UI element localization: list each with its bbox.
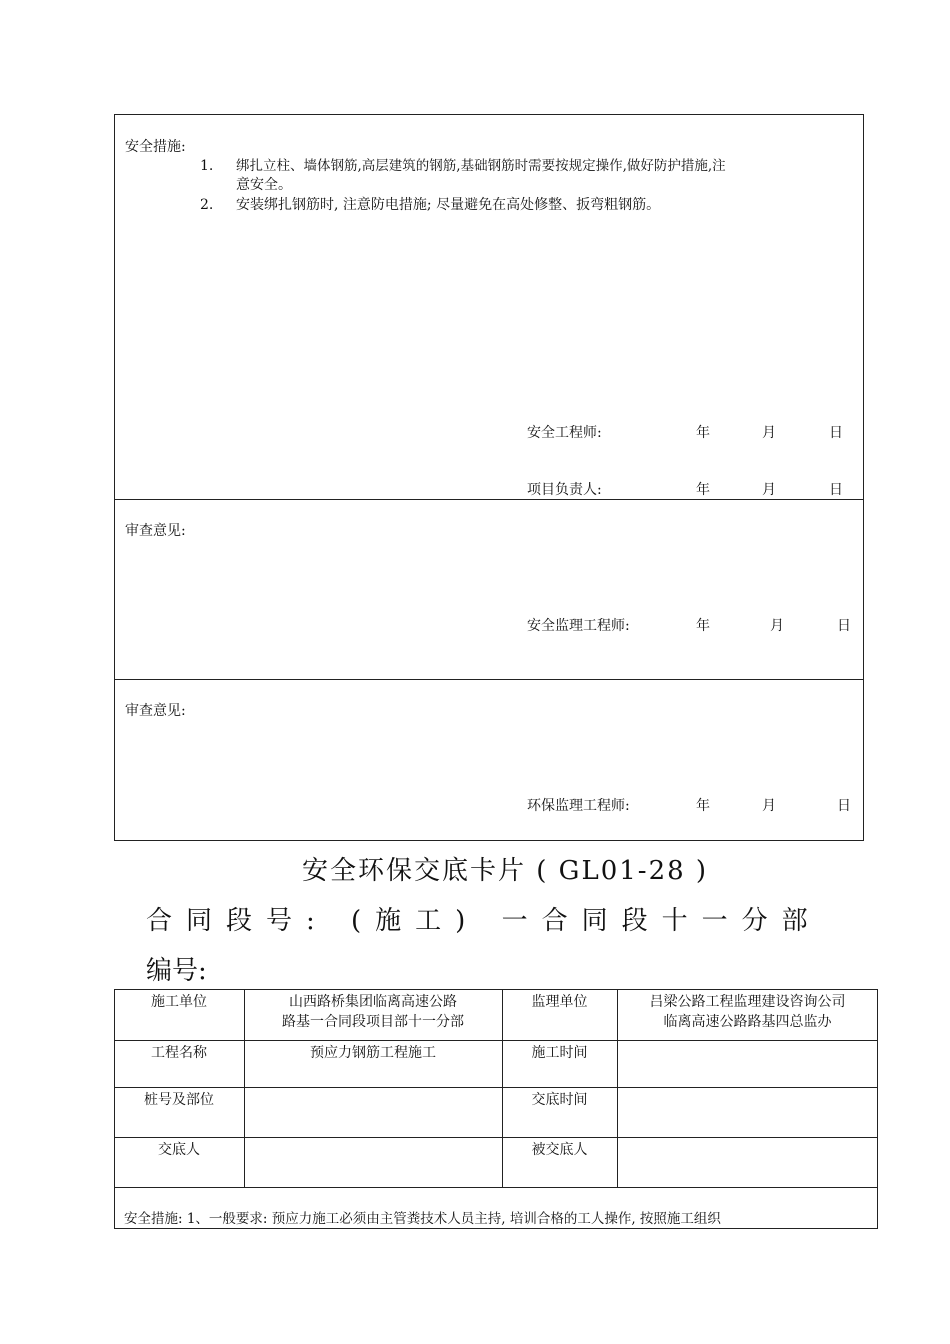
date-year: 年	[696, 798, 710, 814]
date-month: 月	[770, 618, 784, 634]
date-year: 年	[696, 425, 710, 441]
safety-supervisor-label: 安全监理工程师:	[527, 618, 630, 634]
date-day: 日	[837, 798, 851, 814]
date-day: 日	[829, 482, 843, 498]
measure-1-text-line2: 意安全。	[236, 177, 292, 193]
date-month: 月	[762, 425, 776, 441]
date-month: 月	[762, 798, 776, 814]
construction-unit-value-line1: 山西路桥集团临离高速公路	[289, 994, 457, 1010]
handover-time-label: 交底时间	[531, 1092, 588, 1108]
row-divider	[114, 1087, 878, 1088]
supervision-unit-label: 监理单位	[531, 994, 588, 1010]
review-opinion-label: 审查意见:	[125, 703, 186, 719]
contract-section-line: 合同段号: (施工) 一合同段十一分部	[146, 906, 822, 936]
upper-form-divider-1	[114, 499, 864, 500]
card-title: 安全环保交底卡片 ( GL01-28 )	[302, 856, 709, 886]
measure-1-text-line1: 绑扎立柱、墙体钢筋,高层建筑的钢筋,基础钢筋时需要按规定操作,做好防护措施,注	[236, 158, 726, 174]
row-divider	[114, 1040, 878, 1041]
upper-form-divider-2	[114, 679, 864, 680]
review-opinion-label: 审查意见:	[125, 523, 186, 539]
project-name-label: 工程名称	[151, 1045, 207, 1061]
date-day: 日	[837, 618, 851, 634]
safety-engineer-label: 安全工程师:	[527, 425, 602, 441]
construction-time-label: 施工时间	[531, 1045, 588, 1061]
row-divider	[114, 1187, 878, 1188]
measure-2-text-line1: 安装绑扎钢筋时, 注意防电措施; 尽量避免在高处修整、扳弯粗钢筋。	[236, 197, 661, 213]
date-year: 年	[696, 618, 710, 634]
supervision-unit-value-line2: 临离高速公路路基四总监办	[663, 1014, 832, 1030]
construction-unit-value-line2: 路基一合同段项目部十一分部	[282, 1014, 464, 1030]
safety-measures-label: 安全措施:	[125, 139, 186, 155]
project-name-value: 预应力钢筋工程施工	[310, 1045, 436, 1061]
handover-person-label: 交底人	[158, 1142, 200, 1158]
measure-2-number: 2.	[200, 197, 214, 213]
construction-unit-label: 施工单位	[151, 994, 207, 1010]
row-divider	[114, 1137, 878, 1138]
date-day: 日	[829, 425, 843, 441]
receiver-label: 被交底人	[531, 1142, 588, 1158]
card-safety-measures-text: 安全措施: 1、一般要求: 预应力施工必须由主管粪技术人员主持, 培训合格的工人操作, 按照施工组织	[124, 1211, 721, 1227]
supervision-unit-value-line1: 吕梁公路工程监理建设咨询公司	[649, 994, 846, 1010]
upper-form-box	[114, 114, 864, 841]
date-year: 年	[696, 482, 710, 498]
measure-1-number: 1.	[200, 158, 214, 174]
number-label: 编号:	[146, 956, 207, 986]
date-month: 月	[762, 482, 776, 498]
station-location-label: 桩号及部位	[144, 1092, 214, 1108]
env-supervisor-label: 环保监理工程师:	[527, 798, 630, 814]
project-leader-label: 项目负责人:	[527, 482, 602, 498]
